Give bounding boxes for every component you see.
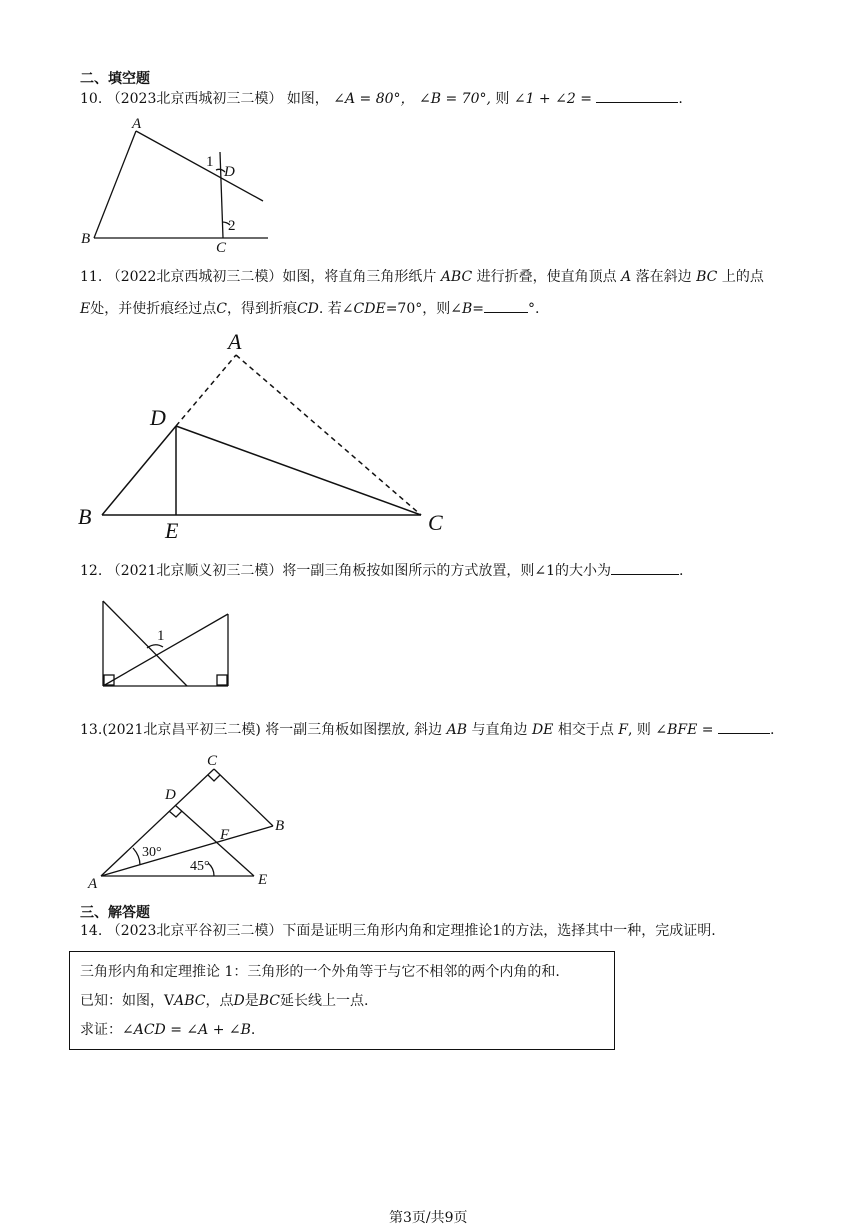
right-angle-mark-d bbox=[169, 811, 182, 817]
label-a: A bbox=[88, 876, 98, 892]
question-13: 13.(2021北京昌平初三二模) 将一副三角板如图摆放, 斜边 AB 与直角边 DE 相交于点 F, 则 ∠BFE = . bbox=[80, 719, 774, 739]
theorem-statement: 三角形内角和定理推论 1：三角形的一个外角等于与它不相邻的两个内角的和. bbox=[80, 964, 560, 980]
question-source: （2023北京西城初三二模） bbox=[106, 91, 283, 107]
question-11-line-1: 11. （2022北京西城初三二模）如图，将直角三角形纸片 ABC 进行折叠，使直角顶点 A 落在斜边 BC 上的点 bbox=[80, 269, 764, 285]
label-angle-1: 1 bbox=[206, 154, 214, 170]
question-number: 12. bbox=[80, 563, 103, 579]
condition-a: ∠A = 80°， bbox=[333, 91, 415, 107]
label-b: B bbox=[275, 818, 285, 834]
label-a: A bbox=[228, 329, 242, 354]
section-answer: 三、解答题 bbox=[80, 905, 150, 921]
label-c: C bbox=[207, 753, 218, 769]
label-e: E bbox=[165, 518, 179, 543]
label-d: D bbox=[224, 164, 235, 180]
label-c: C bbox=[216, 240, 227, 256]
page-footer: 第3页/共9页 bbox=[389, 1210, 468, 1226]
theorem-box bbox=[69, 951, 615, 1050]
label-angle-45: 45° bbox=[190, 859, 210, 874]
segment-de bbox=[175, 805, 254, 876]
segment-cb bbox=[214, 769, 273, 826]
question-expression: ∠1 + ∠2 = bbox=[513, 91, 592, 107]
label-d: D bbox=[150, 405, 166, 430]
label-f: F bbox=[220, 827, 230, 843]
prove-line: 求证：∠ACD = ∠A + ∠B. bbox=[80, 1022, 256, 1038]
label-b: B bbox=[78, 504, 92, 529]
condition-b: ∠B = 70°, bbox=[419, 91, 491, 107]
question-14: 14. （2023北京平谷初三二模）下面是证明三角形内角和定理推论1的方法，选择其中一种，完成证明. bbox=[80, 923, 716, 939]
section-fill-blank: 二、填空题 bbox=[80, 71, 150, 87]
given-line: 已知：如图，VABC，点D是BC延长线上一点. bbox=[80, 993, 369, 1009]
question-number: 14. bbox=[80, 923, 103, 939]
question-12: 12. （2021北京顺义初三二模）将一副三角板按如图所示的方式放置，则∠1的大小为 . bbox=[80, 560, 683, 580]
label-e: E bbox=[258, 872, 268, 888]
label-angle-1: 1 bbox=[157, 628, 165, 644]
question-number: 13. bbox=[80, 722, 103, 738]
question-number: 11. bbox=[80, 269, 103, 285]
question-11-line-2: E处，并使折痕经过点C，得到折痕CD. 若∠CDE=70°，则∠B= °. bbox=[80, 298, 539, 318]
label-angle-30: 30° bbox=[142, 845, 162, 860]
label-d: D bbox=[165, 787, 176, 803]
question-10: 10. （2023北京西城初三二模） 如图， ∠A = 80°， ∠B = 70°, 则 ∠1 + ∠2 = . bbox=[80, 88, 683, 108]
angle-30-arc bbox=[133, 848, 140, 865]
label-a: A bbox=[132, 116, 142, 132]
label-angle-2: 2 bbox=[228, 218, 236, 234]
label-b: B bbox=[81, 231, 91, 247]
label-c: C bbox=[428, 510, 443, 535]
right-angle-mark-c bbox=[208, 775, 220, 781]
question-number: 10. bbox=[80, 91, 103, 107]
question-expression: ∠BFE = bbox=[655, 722, 714, 738]
